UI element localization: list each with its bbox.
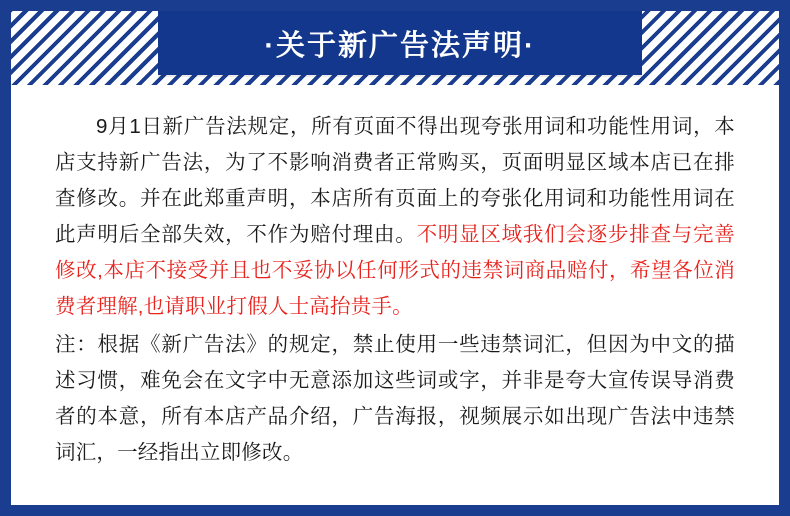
statement-paragraph-1 [55, 109, 735, 325]
title-ribbon [158, 11, 642, 75]
poster-inner [11, 11, 779, 505]
statement-text-highlight: 不明显区域我们会逐步排查与完善修改,本店不接受并且也不妥协以任何形式的违禁词商品赔付，希望各位消费者理解,也请职业打假人士高抬贵手。 [55, 223, 736, 318]
page-title: ·关于新广告法声明· [264, 29, 536, 62]
statement-paragraph-2: 注：根据《新广告法》的规定，禁止使用一些违禁词汇，但因为中文的描述习惯，难免会在文字中无意添加这些词或字，并非是夸大宣传误导消费者的本意，所有本店产品介绍，广告海报，视频展示如出现广告法中违禁词汇，一经指出立即修改。 [55, 333, 735, 464]
statement-body [11, 95, 779, 505]
statement-text-black: 9月1日新广告法规定，所有页面不得出现夸张用词和功能性用词，本店支持新广告法，为了不影响消费者正常购买，页面明显区域本店已在排查修改。并在此郑重声明，本店所有页面上的夸张化用词和功能性用词在此声明后全部失效，不作为赔付理由。 [55, 115, 735, 246]
